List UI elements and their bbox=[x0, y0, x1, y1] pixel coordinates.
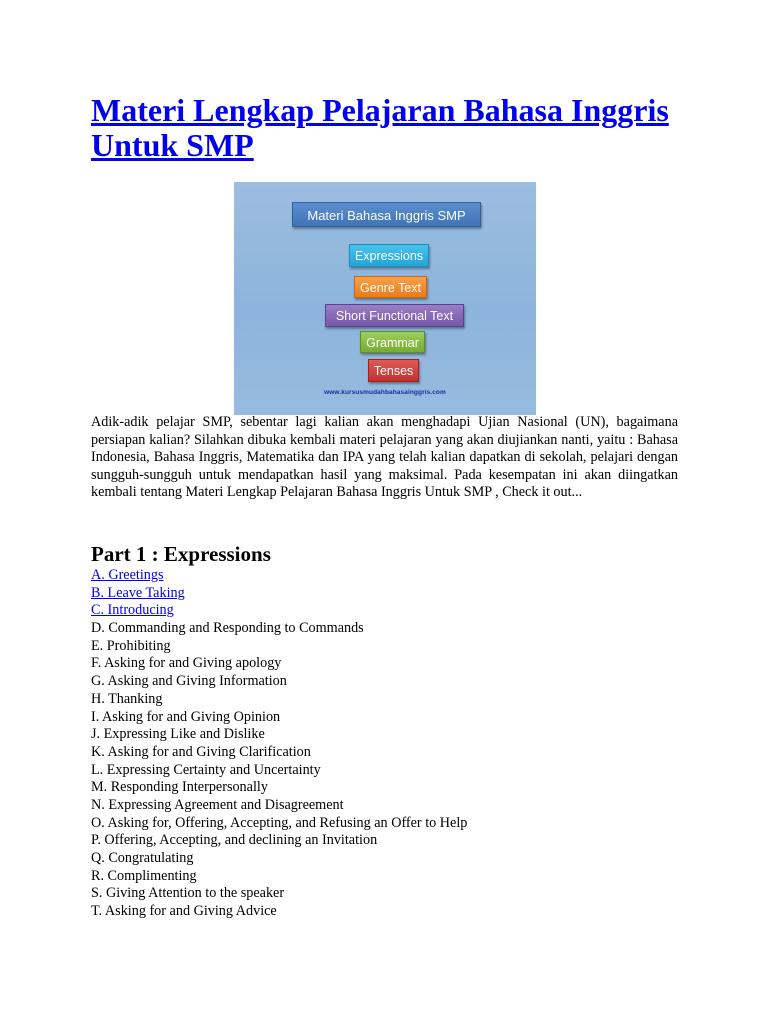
hero-heading: Materi Bahasa Inggris SMP bbox=[292, 202, 481, 227]
page-title[interactable]: Materi Lengkap Pelajaran Bahasa Inggris Untuk SMP bbox=[91, 92, 669, 163]
hero-item-tenses: Tenses bbox=[368, 359, 419, 382]
list-item: P. Offering, Accepting, and declining an Invitation bbox=[91, 832, 378, 849]
list-item: Q. Congratulating bbox=[91, 850, 194, 866]
list-item-link[interactable]: A. Greetings bbox=[91, 567, 164, 583]
hero-url: www.kursusmudahbahasainggris.com bbox=[324, 389, 446, 396]
list-item: F. Asking for and Giving apology bbox=[91, 655, 282, 672]
intro-paragraph: Adik-adik pelajar SMP, sebentar lagi kalian akan menghadapi Ujian Nasional (UN), bagaimana persiapan kalian? Silahkan dibuka kembali materi pelajaran yang akan diujiankan nanti, yaitu : Bahasa Indonesia, Bahasa Inggris, Matematika dan IPA yang telah kalian dapatkan di sekolah, pelajari dengan sungguh-sungguh untuk mendapatkan hasil yang maksimal. Pada kesempatan ini akan diingatkan kembali tentang Materi Lengkap Pelajaran Bahasa Inggris Untuk SMP , Check it out... bbox=[91, 414, 678, 501]
section-heading: Part 1 : Expressions bbox=[91, 542, 271, 566]
expressions-list bbox=[91, 567, 467, 921]
list-item: D. Commanding and Responding to Commands bbox=[91, 620, 364, 637]
list-item-link[interactable]: B. Leave Taking bbox=[91, 584, 185, 601]
list-item: E. Prohibiting bbox=[91, 637, 171, 654]
list-item: J. Expressing Like and Dislike bbox=[91, 726, 265, 743]
list-item: H. Thanking bbox=[91, 690, 163, 707]
list-item: N. Expressing Agreement and Disagreement bbox=[91, 796, 344, 813]
hero-item-grammar: Grammar bbox=[360, 331, 425, 353]
list-item-link[interactable]: C. Introducing bbox=[91, 602, 174, 619]
list-item: G. Asking and Giving Information bbox=[91, 673, 287, 690]
list-item: O. Asking for, Offering, Accepting, and Refusing an Offer to Help bbox=[91, 814, 468, 831]
list-item: S. Giving Attention to the speaker bbox=[91, 885, 285, 902]
hero-item-short-functional-text: Short Functional Text bbox=[325, 304, 464, 327]
list-item: I. Asking for and Giving Opinion bbox=[91, 708, 281, 725]
hero-item-genre-text: Genre Text bbox=[354, 276, 427, 298]
hero-image bbox=[234, 182, 536, 415]
list-item: L. Expressing Certainty and Uncertainty bbox=[91, 761, 321, 778]
list-item: R. Complimenting bbox=[91, 867, 197, 884]
list-item: T. Asking for and Giving Advice bbox=[91, 903, 277, 920]
hero-item-expressions: Expressions bbox=[349, 244, 429, 267]
list-item: M. Responding Interpersonally bbox=[91, 779, 268, 796]
list-item: K. Asking for and Giving Clarification bbox=[91, 743, 311, 760]
